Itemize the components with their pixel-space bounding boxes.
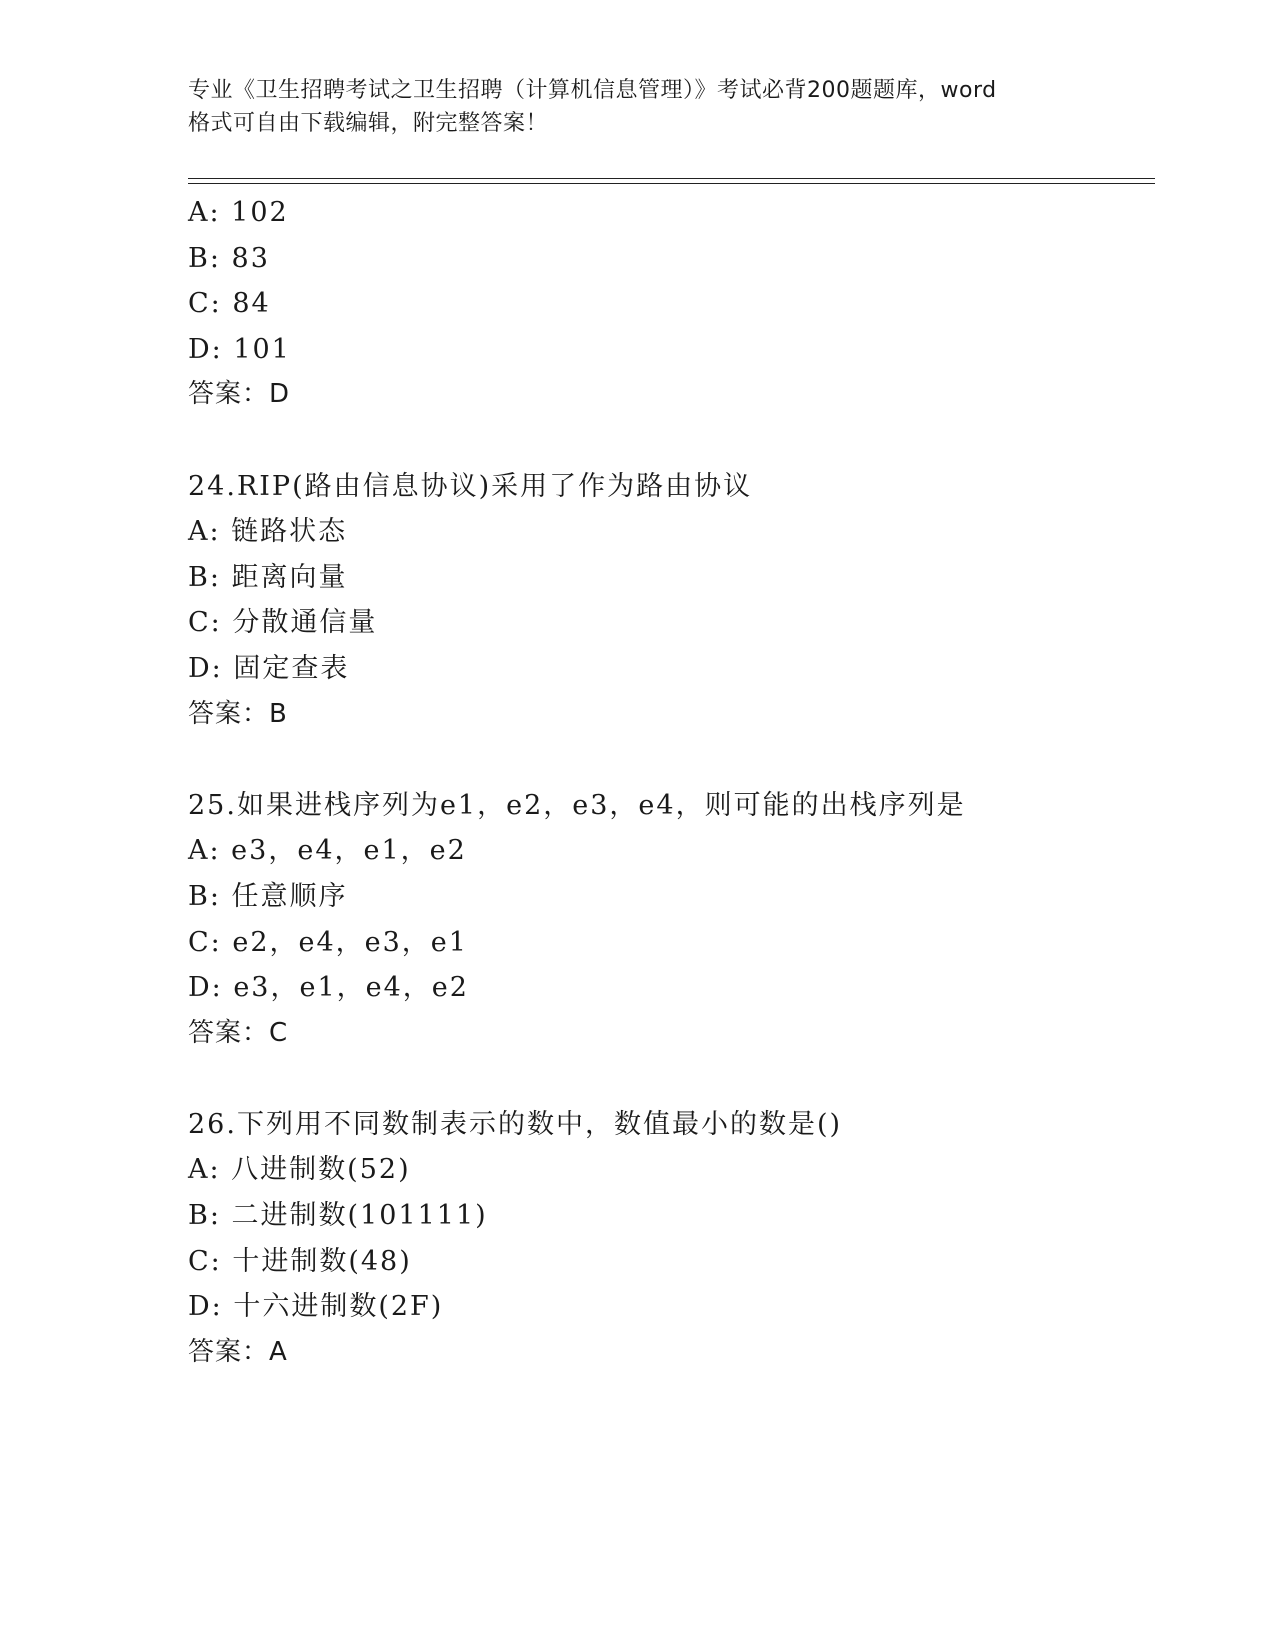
option-a: A: 链路状态 [188,516,348,548]
question-text: 25.如果进栈序列为e1，e2，e3，e4，则可能的出栈序列是 [188,789,966,821]
spacer [188,1056,1148,1102]
question-block-25 [188,783,1148,1057]
spacer [188,737,1148,783]
header-divider-top [188,178,1155,179]
question-text: 26.下列用不同数制表示的数中，数值最小的数是() [188,1108,843,1140]
option-c: C: 十进制数(48) [188,1245,412,1277]
answer-line: 答案：A [188,1336,288,1367]
option-d: D: 固定查表 [188,652,350,684]
option-a: A: 八进制数(52) [188,1154,411,1186]
option-d: D: e3，e1，e4，e2 [188,972,469,1004]
question-block-24 [188,464,1148,738]
option-b: B: 任意顺序 [188,880,348,912]
option-c: C: 分散通信量 [188,607,378,639]
header-line-2: 格式可自由下载编辑，附完整答案！ [188,111,549,136]
spacer [188,418,1148,464]
option-c: C: 84 [188,288,271,320]
question-text: 24.RIP(路由信息协议)采用了作为路由协议 [188,470,753,502]
answer-line: 答案：D [188,379,291,410]
question-list [188,190,1148,1375]
answer-line: 答案：B [188,698,288,729]
option-b: B: 距离向量 [188,561,348,593]
question-block-26 [188,1102,1148,1376]
header-divider-bottom [188,183,1155,184]
option-d: D: 十六进制数(2F) [188,1291,444,1323]
option-a: A: e3，e4，e1，e2 [188,835,467,867]
option-d: D: 101 [188,333,291,365]
question-block-fragment [188,190,1148,418]
option-b: B: 83 [188,242,270,274]
option-a: A: 102 [188,197,289,228]
answer-line: 答案：C [188,1017,289,1048]
document-header [188,74,1108,140]
option-b: B: 二进制数(101111) [188,1200,488,1232]
header-line-1: 专业《卫生招聘考试之卫生招聘（计算机信息管理）》考试必背200题题库，word [188,78,997,103]
option-c: C: e2，e4，e3，e1 [188,926,468,958]
